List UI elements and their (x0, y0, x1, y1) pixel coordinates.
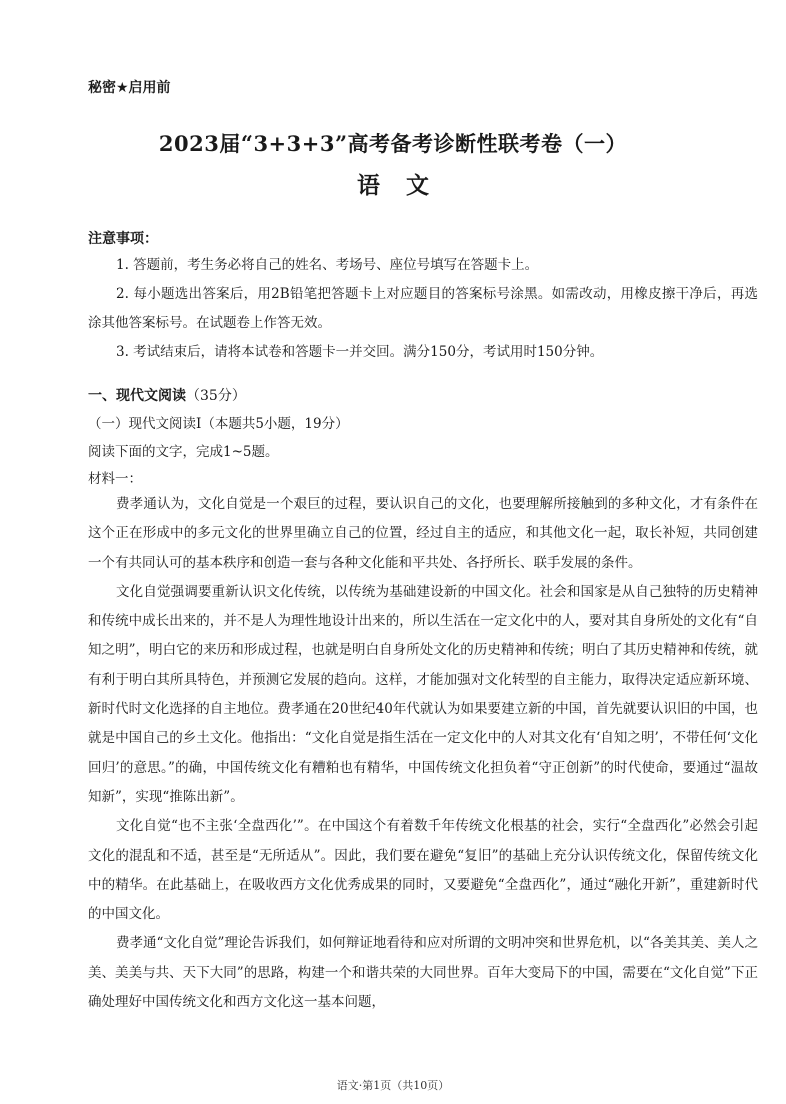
note-item-2: 2. 每小题选出答案后，用2B铅笔把答题卡上对应题目的答案标号涂黑。如需改动，用橡皮擦干净后，再选涂其他答案标号。在试题卷上作答无效。 (88, 286, 758, 331)
paragraph: 文化自觉强调要重新认识文化传统，以传统为基础建设新的中国文化。社会和国家是从自己独特的历史精神和传统中成长出来的，并不是人为理性地设计出来的，所以生活在一定文化中的人，要对其自身所处的文化有“自知之明”，明白它的来历和形成过程，也就是明白自身所处文化的历史精神和传统；明白了其历史精神和传统，就有利于明白其所具特色，并预测它发展的趋向。这样，才能加强对文化转型的自主能力，取得决定适应新环境、新时代时文化选择的自主地位。费孝通在20世纪40年代就认为如果要建立新的中国，首先就要认识旧的中国，也就是中国自己的乡土文化。他指出：“文化自觉是指生活在一定文化中的人对其文化有‘自知之明’，不带任何‘文化回归’的意思。”的确，中国传统文化有糟粕也有精华，中国传统文化担负着“守正创新”的时代使命，要通过“温故知新”，实现“推陈出新”。 (88, 583, 758, 805)
confidential-label: 秘密★启用前 (88, 80, 171, 96)
note-item-3: 3. 考试结束后，请将本试卷和答题卡一并交回。满分150分，考试用时150分钟。 (116, 344, 604, 360)
section-heading-score: （35分） (186, 388, 246, 404)
material-label: 材料一： (88, 471, 142, 487)
paragraph: 文化自觉“也不主张‘全盘西化’”。在中国这个有着数千年传统文化根基的社会，实行“全盘西化”必然会引起文化的混乱和不适，甚至是“无所适从”。因此，我们要在避免“复旧”的基础上充分认识传统文化，保留传统文化中的精华。在此基础上，在吸收西方文化优秀成果的同时，又要避免“全盘西化”，通过“融化开新”，重建新时代的中国文化。 (88, 818, 758, 923)
section-heading (88, 385, 246, 405)
reading-passage (88, 490, 758, 1017)
subsection-heading: （一）现代文阅读Ⅰ（本题共5小题，19分） (88, 416, 349, 432)
reading-instruction: 阅读下面的文字，完成1~5题。 (88, 444, 279, 460)
notes-heading: 注意事项： (88, 231, 158, 247)
paragraph: 费孝通认为，文化自觉是一个艰巨的过程，要认识自己的文化，也要理解所接触到的多种文化，才有条件在这个正在形成中的多元文化的世界里确立自己的位置，经过自主的适应，和其他文化一起，取长补短，共同创建一个有共同认可的基本秩序和创造一套与各种文化能和平共处、各抒所长、联手发展的条件。 (88, 496, 758, 571)
exam-title: 2023届“3+3+3”高考备考诊断性联考卷（一） (158, 131, 628, 156)
page-footer: 语文·第1页（共10页） (336, 1079, 450, 1092)
subject-title: 语文 (357, 172, 455, 199)
paragraph: 费孝通“文化自觉”理论告诉我们，如何辩证地看待和应对所谓的文明冲突和世界危机，以“各美其美、美人之美、美美与共、天下大同”的思路，构建一个和谐共荣的大同世界。百年大变局下的中国，需要在“文化自觉”下正确处理好中国传统文化和西方文化这一基本问题， (88, 935, 758, 1011)
note-item-1: 1. 答题前，考生务必将自己的姓名、考场号、座位号填写在答题卡上。 (116, 257, 539, 273)
section-heading-title: 一、现代文阅读 (88, 388, 186, 404)
